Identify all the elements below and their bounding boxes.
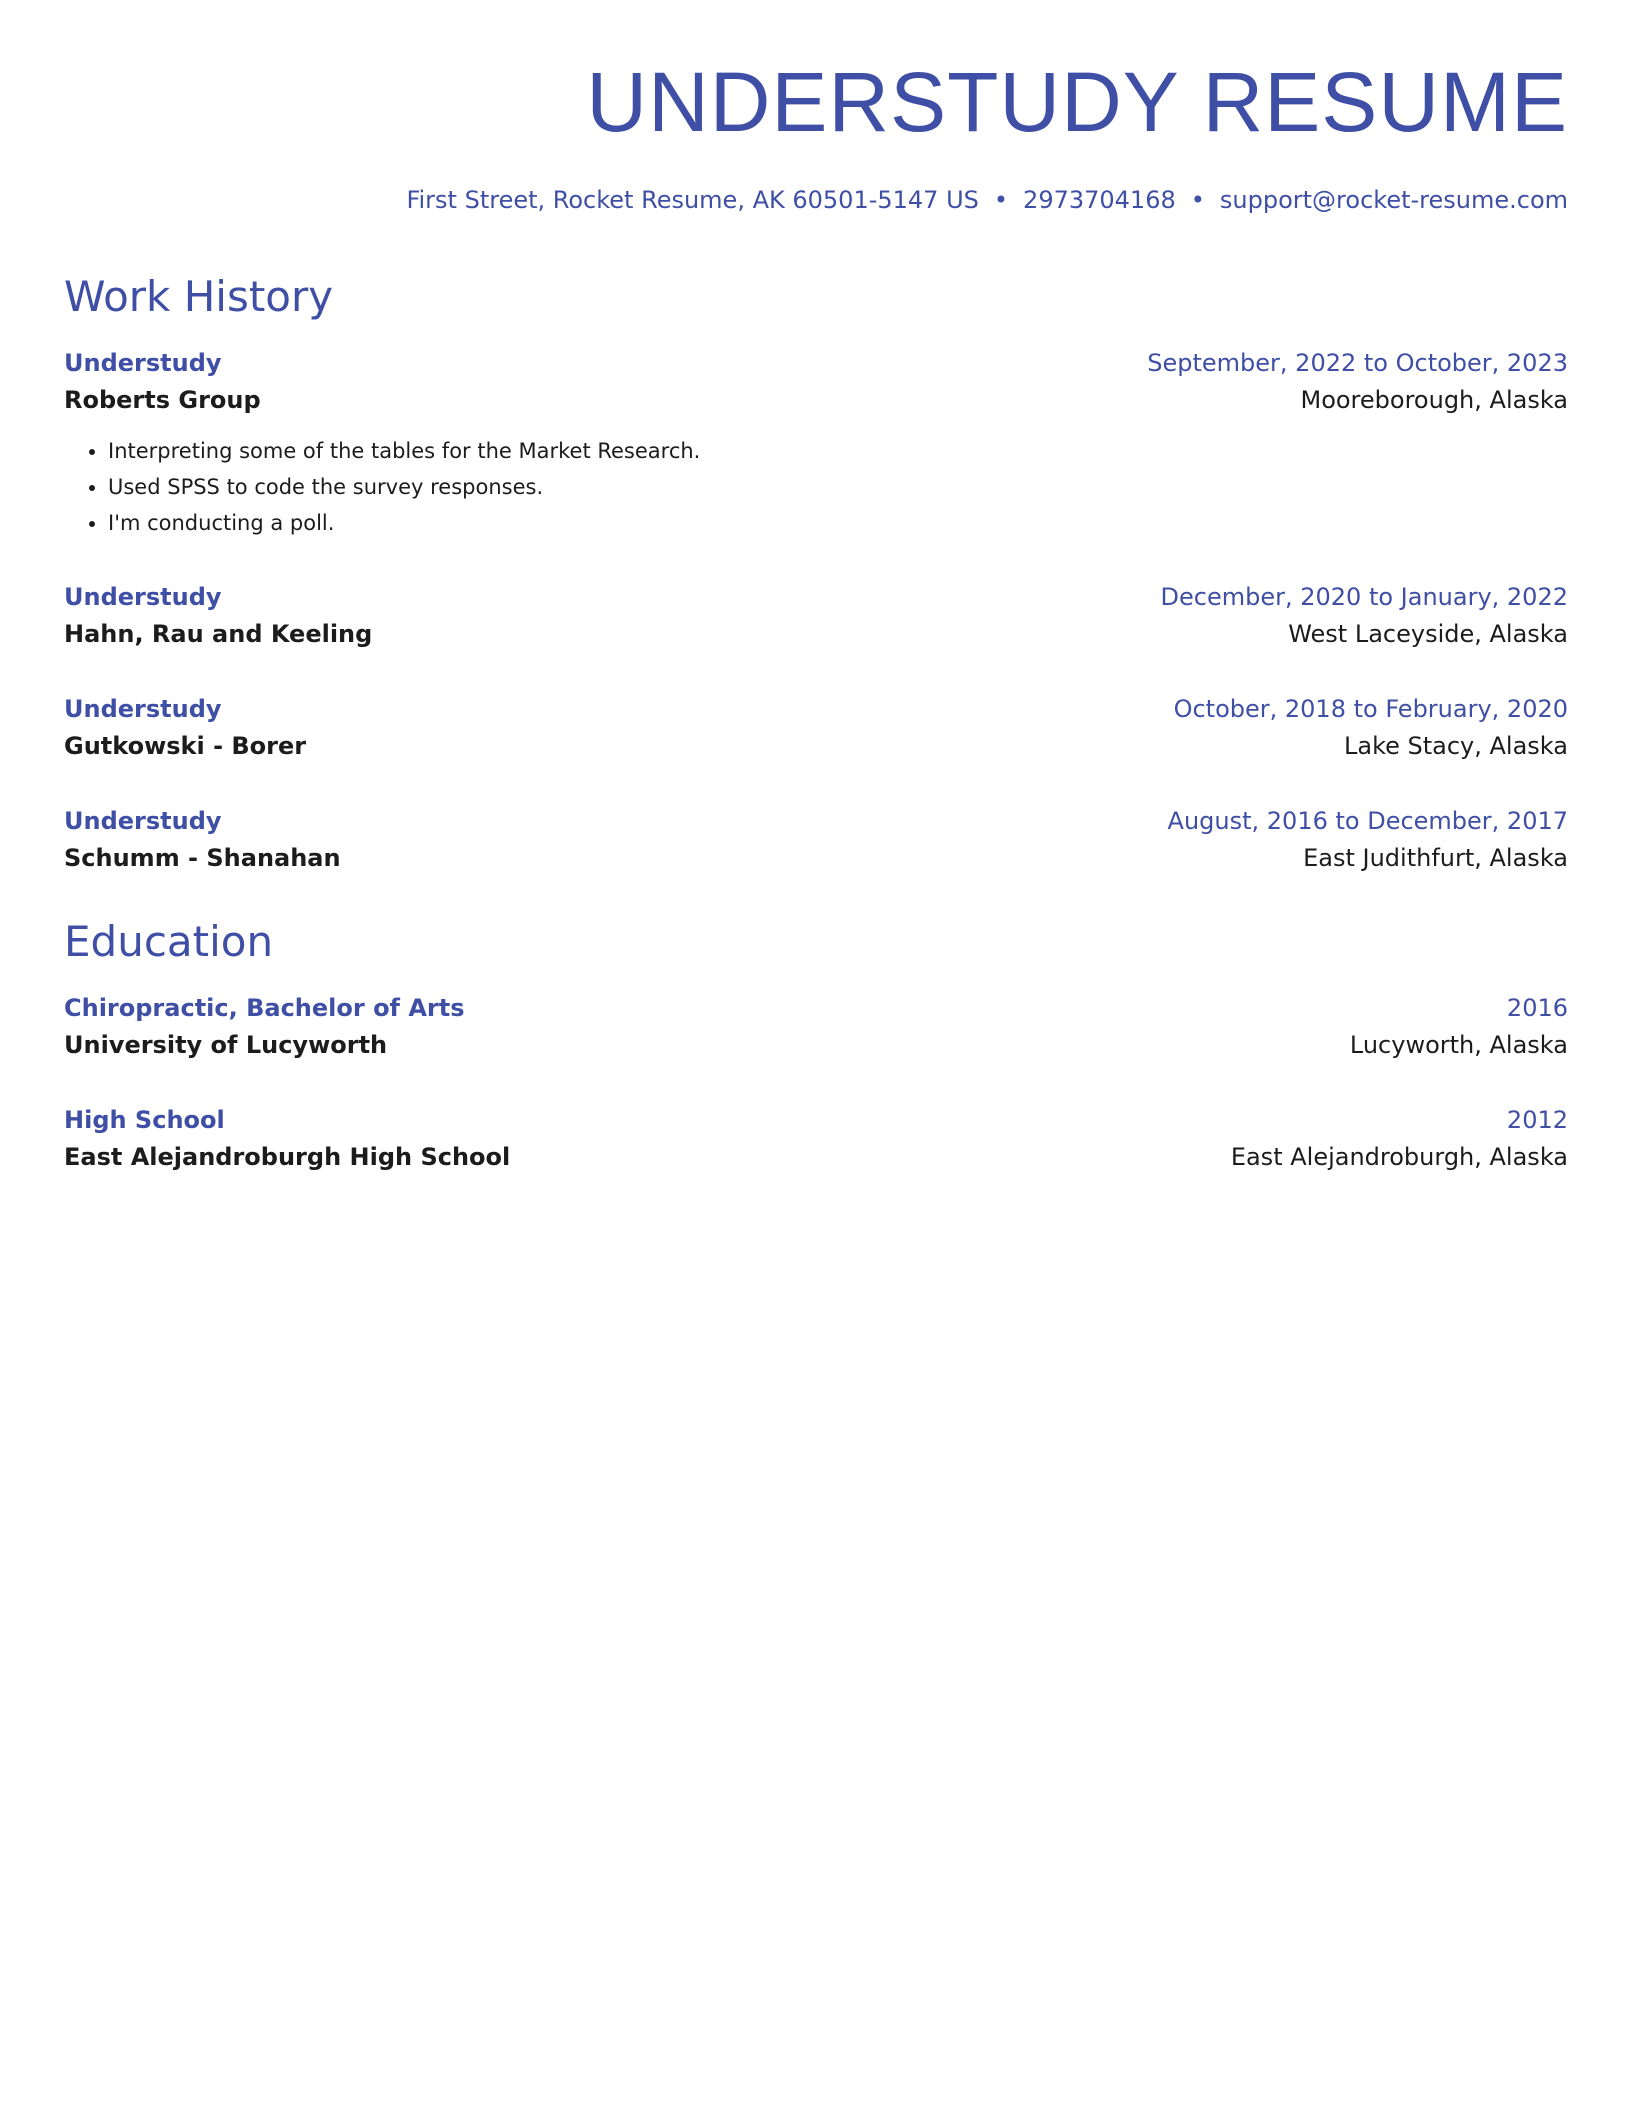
job-duties-list [64,433,1568,541]
education-heading: Education [64,917,274,966]
contact-separator: • [1190,186,1205,214]
school-location: East Alejandroburgh, Alaska [1230,1143,1568,1171]
contact-line [64,186,1568,214]
contact-address: First Street, Rocket Resume, AK 60501-5147 US [406,186,979,214]
degree-title: High School [64,1106,225,1134]
job-location: East Judithfurt, Alaska [1303,844,1568,872]
job-location: West Laceyside, Alaska [1288,620,1568,648]
job-dates: December, 2020 to January, 2022 [1160,583,1568,611]
school-name: University of Lucyworth [64,1031,388,1059]
job-title: Understudy [64,695,222,723]
company-name: Roberts Group [64,386,261,414]
company-name: Gutkowski - Borer [64,732,307,760]
degree-title: Chiropractic, Bachelor of Arts [64,994,465,1022]
education-entry-subheader [64,1138,1568,1176]
contact-email: support@rocket-resume.com [1219,186,1568,214]
company-name: Schumm - Shanahan [64,844,341,872]
contact-phone: 2973704168 [1023,186,1176,214]
education-entry-subheader [64,1026,1568,1064]
graduation-year: 2012 [1506,1106,1568,1134]
company-name: Hahn, Rau and Keeling [64,620,373,648]
work-entry-subheader [64,839,1568,877]
job-dates: September, 2022 to October, 2023 [1147,349,1568,377]
job-title: Understudy [64,349,222,377]
job-duty: • I'm conducting a poll. [108,505,1568,541]
work-entry [64,345,1568,541]
job-duty: • Used SPSS to code the survey responses. [108,469,1568,505]
work-entry-subheader [64,727,1568,765]
work-entry [64,803,1568,877]
work-entry-header [64,691,1568,727]
education-entry [64,1102,1568,1176]
job-location: Mooreborough, Alaska [1300,386,1568,414]
education-entry-header [64,990,1568,1026]
work-entry-subheader [64,381,1568,419]
education-entry-header [64,1102,1568,1138]
job-title: Understudy [64,807,222,835]
education-entry [64,990,1568,1064]
school-location: Lucyworth, Alaska [1349,1031,1568,1059]
contact-separator: • [993,186,1009,214]
work-entry-header [64,345,1568,381]
work-entry-header [64,803,1568,839]
work-history-heading: Work History [64,272,334,321]
job-location: Lake Stacy, Alaska [1343,732,1568,760]
graduation-year: 2016 [1506,994,1568,1022]
work-entry-subheader [64,615,1568,653]
work-entry-header [64,579,1568,615]
work-entry [64,579,1568,653]
work-entry [64,691,1568,765]
job-title: Understudy [64,583,222,611]
job-dates: August, 2016 to December, 2017 [1167,807,1568,835]
school-name: East Alejandroburgh High School [64,1143,511,1171]
job-duty: • Interpreting some of the tables for the Market Research. [108,433,1568,469]
resume-title: UNDERSTUDY RESUME [586,55,1568,149]
job-dates: October, 2018 to February, 2020 [1173,695,1568,723]
